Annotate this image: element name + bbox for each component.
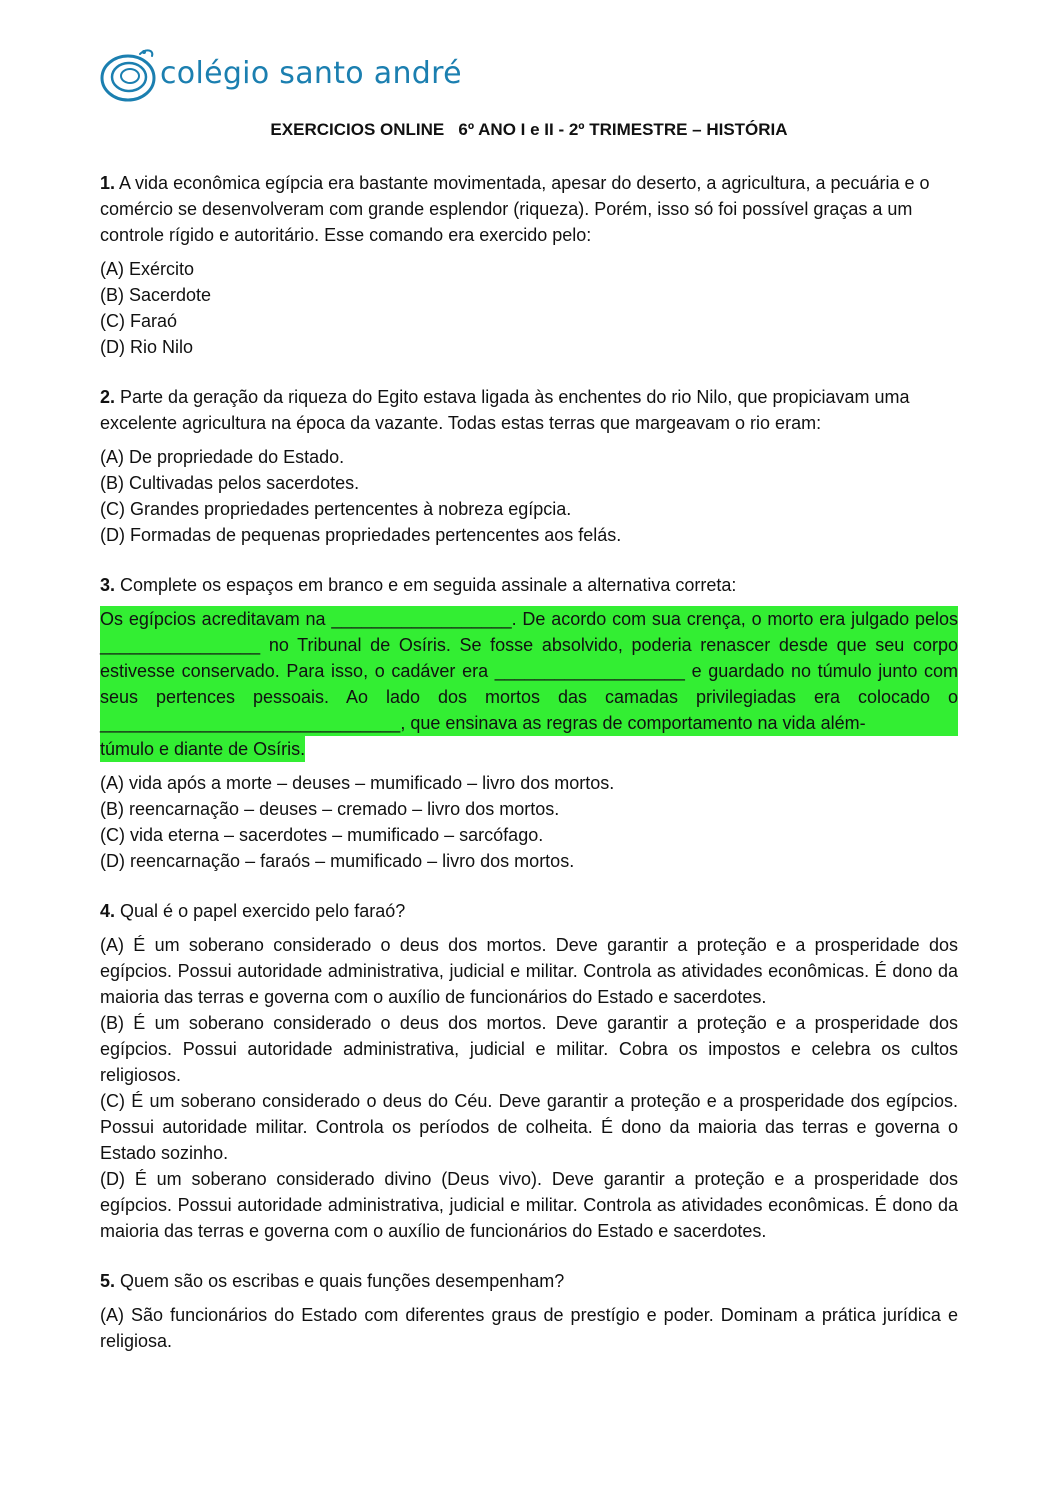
passage-end-line xyxy=(100,736,958,762)
option-d: (D) Formadas de pequenas propriedades pertencentes aos felás. xyxy=(100,525,622,545)
option-c: (C) Faraó xyxy=(100,311,178,331)
question-5 xyxy=(100,1268,958,1294)
option-a: (A) vida após a morte – deuses – mumificado – livro dos mortos. xyxy=(100,773,615,793)
option-c: (C) vida eterna – sacerdotes – mumificado – sarcófago. xyxy=(100,825,544,845)
option-b: (B) Cultivadas pelos sacerdotes. xyxy=(100,473,360,493)
spiral-logo-icon xyxy=(100,44,162,106)
question-number: 3. xyxy=(100,575,116,595)
options-list xyxy=(100,770,958,874)
school-logo xyxy=(100,44,462,106)
highlighted-passage xyxy=(100,606,958,736)
option-d: (D) Rio Nilo xyxy=(100,337,194,357)
passage-text: Os egípcios acreditavam na __________________. De acordo com sua crença, o morto era julgado pelos ________________ no Tribunal de Osíris. Se fosse absolvido, poderia renascer desde que seu corpo estivesse conservado. Para isso, o cadáver era ___________________ e guardado no túmulo junto com seus pertences pessoais. Ao lado dos mortos das camadas privilegiadas era colocado o ______________________________, que ensinava as regras de comportamento na vida além- xyxy=(100,609,958,733)
option-a: (A) São funcionários do Estado com diferentes graus de prestígio e poder. Dominam a prática jurídica e religiosa. xyxy=(100,1305,958,1351)
question-text: Parte da geração da riqueza do Egito estava ligada às enchentes do rio Nilo, que propiciavam uma excelente agricultura na época da vazante. Todas estas terras que margeavam o rio eram: xyxy=(100,387,910,433)
options-list xyxy=(100,932,958,1244)
question-text: Quem são os escribas e quais funções desempenham? xyxy=(120,1271,565,1291)
option-b: (B) É um soberano considerado o deus dos mortos. Deve garantir a proteção e a prosperidade dos egípcios. Possui autoridade administrativa, judicial e militar. Cobra os impostos e celebra os cultos religiosos. xyxy=(100,1013,958,1085)
logo-wordmark: colégio santo andré xyxy=(160,56,462,91)
question-1 xyxy=(100,170,958,248)
option-d: (D) É um soberano considerado divino (Deus vivo). Deve garantir a proteção e a prosperidade dos egípcios. Possui autoridade administrativa, judicial e militar. Controla as atividades econômicas. É dono da maioria das terras e governa com o auxílio de funcionários do Estado e sacerdotes. xyxy=(100,1169,958,1241)
option-a: (A) É um soberano considerado o deus dos mortos. Deve garantir a proteção e a prosperidade dos egípcios. Possui autoridade administrativa, judicial e militar. Controla as atividades econômicas. É dono da maioria das terras e governa com o auxílio de funcionários do Estado e sacerdotes. xyxy=(100,935,958,1007)
question-text: A vida econômica egípcia era bastante movimentada, apesar do deserto, a agricultura, a pecuária e o comércio se desenvolveram com grande esplendor (riqueza). Porém, isso só foi possível graças a um controle rígido e autoritário. Esse comando era exercido pelo: xyxy=(100,173,930,245)
document-body xyxy=(100,170,958,1378)
options-list xyxy=(100,1302,958,1354)
option-a: (A) De propriedade do Estado. xyxy=(100,447,345,467)
option-a: (A) Exército xyxy=(100,259,195,279)
page-title: EXERCICIOS ONLINE 6º ANO I e II - 2º TRIMESTRE – HISTÓRIA xyxy=(270,120,788,139)
option-c: (C) Grandes propriedades pertencentes à nobreza egípcia. xyxy=(100,499,572,519)
question-text: Complete os espaços em branco e em seguida assinale a alternativa correta: xyxy=(120,575,737,595)
question-number: 2. xyxy=(100,387,116,407)
options-list xyxy=(100,444,958,548)
question-4 xyxy=(100,898,958,924)
option-b: (B) Sacerdote xyxy=(100,285,212,305)
question-3 xyxy=(100,572,958,598)
option-b: (B) reencarnação – deuses – cremado – livro dos mortos. xyxy=(100,799,560,819)
option-c: (C) É um soberano considerado o deus do Céu. Deve garantir a proteção e a prosperidade dos egípcios. Possui autoridade militar. Controla os períodos de colheita. É dono da maioria das terras e governa o Estado sozinho. xyxy=(100,1091,958,1163)
options-list xyxy=(100,256,958,360)
question-2 xyxy=(100,384,958,436)
question-number: 5. xyxy=(100,1271,116,1291)
option-d: (D) reencarnação – faraós – mumificado – livro dos mortos. xyxy=(100,851,575,871)
passage-end-text: túmulo e diante de Osíris. xyxy=(100,736,305,762)
question-number: 1. xyxy=(100,173,116,193)
question-number: 4. xyxy=(100,901,116,921)
question-text: Qual é o papel exercido pelo faraó? xyxy=(120,901,406,921)
